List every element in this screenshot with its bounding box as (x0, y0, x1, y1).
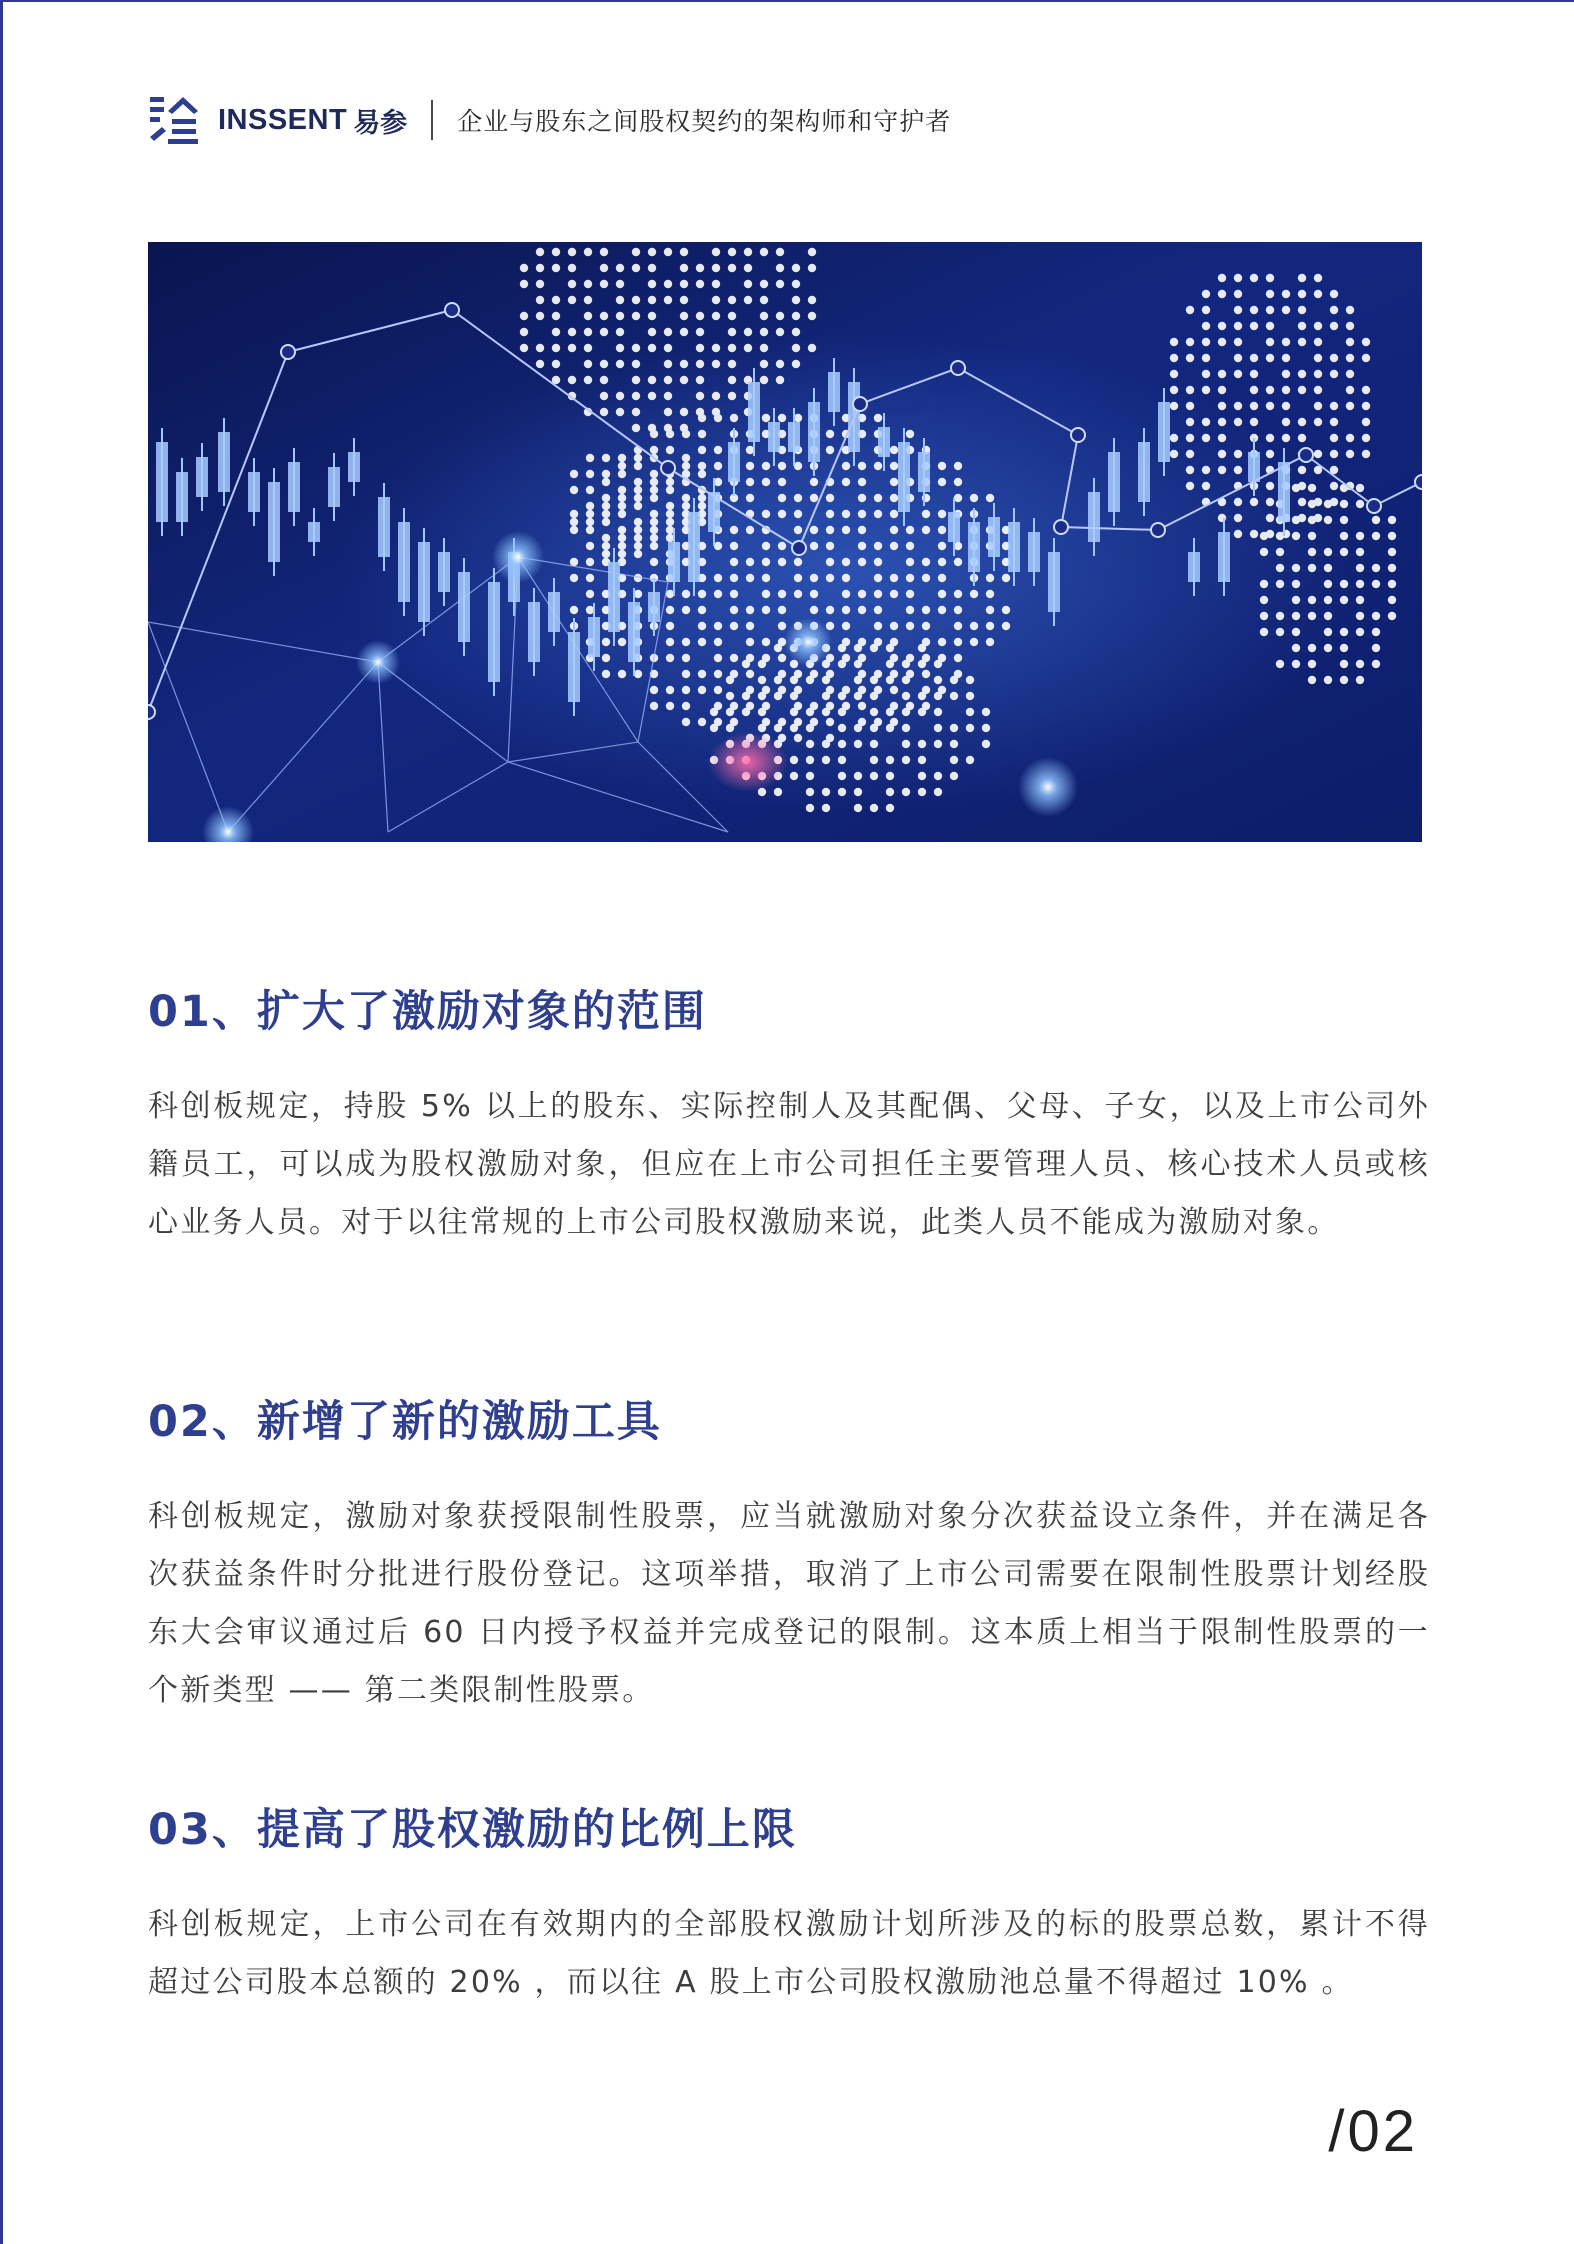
section-title: 03、提高了股权激励的比例上限 (148, 1805, 797, 1855)
section-02 (148, 1392, 1430, 1720)
section-title: 02、新增了新的激励工具 (148, 1397, 662, 1447)
header-divider (431, 100, 433, 140)
stock-market-network-image (148, 242, 1422, 842)
section-title: 01、扩大了激励对象的范围 (148, 987, 707, 1037)
page-top-border (0, 0, 1574, 2)
section-03 (148, 1800, 1430, 2012)
section-body: 科创板规定，激励对象获授限制性股票，应当就激励对象分次获益设立条件，并在满足各次获益条件时分批进行股份登记。这项举措，取消了上市公司需要在限制性股票计划经股东大会审议通过后 60 日内授予权益并完成登记的限制。这本质上相当于限制性股票的一个新类型 —— 第二类限制性股票。 (148, 1499, 1430, 1708)
page-number: /02 (1328, 2099, 1418, 2164)
page-left-border (0, 0, 3, 2244)
header-tagline: 企业与股东之间股权契约的架构师和守护者 (457, 107, 952, 136)
section-01 (148, 982, 1430, 1252)
section-body: 科创板规定，上市公司在有效期内的全部股权激励计划所涉及的标的股票总数，累计不得超过公司股本总额的 20% ，而以往 A 股上市公司股权激励池总量不得超过 10% 。 (148, 1907, 1430, 2000)
brand-name-cn: 易参 (353, 107, 408, 139)
hero-image (148, 242, 1422, 842)
brand-name-en: INSSENT (218, 103, 348, 136)
section-body: 科创板规定，持股 5% 以上的股东、实际控制人及其配偶、父母、子女，以及上市公司外籍员工，可以成为股权激励对象，但应在上市公司担任主要管理人员、核心技术人员或核心业务人员。对于以往常规的上市公司股权激励来说，此类人员不能成为激励对象。 (148, 1089, 1430, 1240)
insssent-logo-icon (148, 93, 202, 147)
page-header (148, 92, 951, 148)
